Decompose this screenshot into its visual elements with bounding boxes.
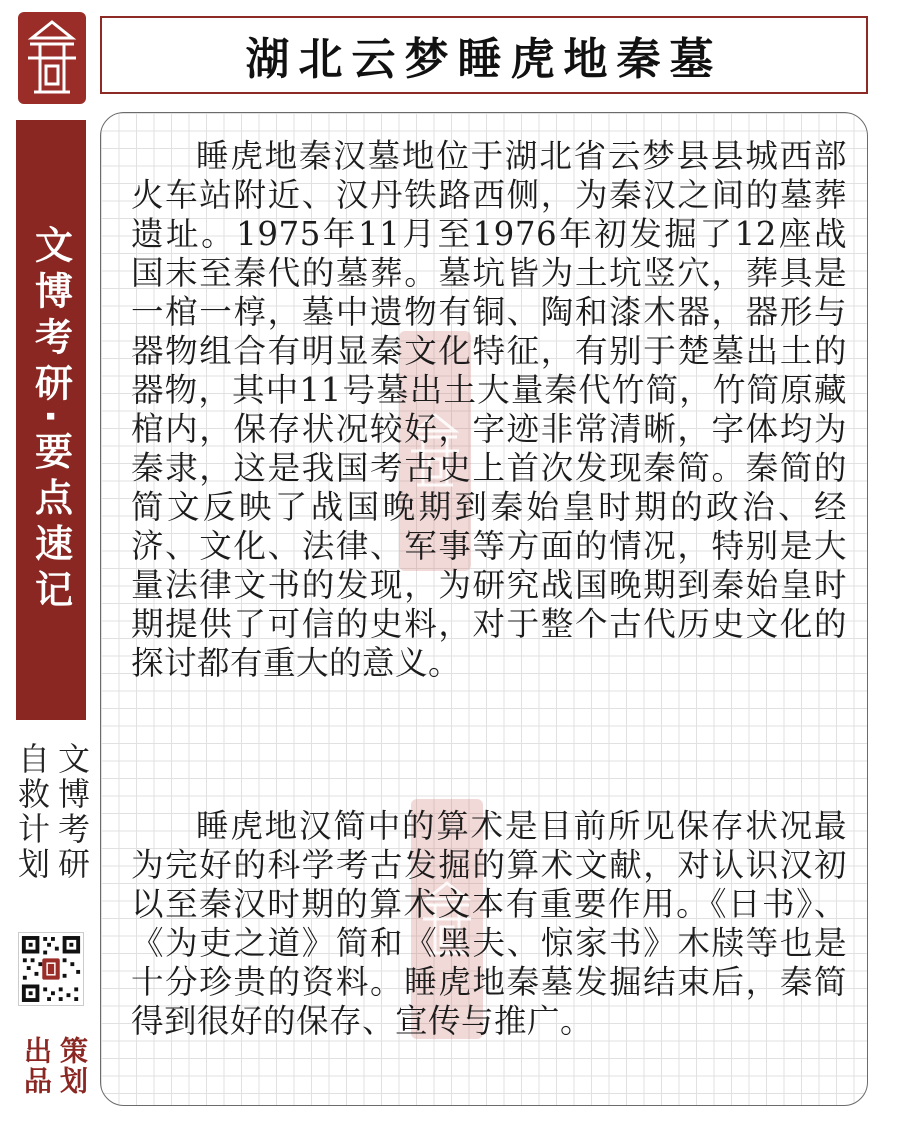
side-label-2: 自救计划	[13, 742, 51, 882]
side-labels	[14, 742, 90, 912]
paragraph-2: 睡虎地汉简中的算术是目前所见保存状况最为完好的科学考古发掘的算术文献，对认识汉初以至秦汉时期的算术文本有重要作用。《日书》、《为吏之道》简和《黑夫、惊家书》木牍等也是十分珍贵的资料。睡虎地秦墓发掘结束后，秦简得到很好的保存、宣传与推广。	[131, 807, 847, 1040]
side-banner	[16, 120, 86, 720]
paragraph-1: 睡虎地秦汉墓地位于湖北省云梦县县城西部火车站附近、汉丹铁路西侧，为秦汉之间的墓葬遗址。1975年11月至1976年初发掘了12座战国末至秦代的墓葬。墓坑皆为土坑竖穴，葬具是一棺一椁，墓中遗物有铜、陶和漆木器，器形与器物组合有明显秦文化特征，有别于楚墓出土的器物，其中11号墓出土大量秦代竹简，竹简原藏棺内，保存状况较好，字迹非常清晰，字体均为秦隶，这是我国考古史上首次发现秦简。秦简的简文反映了战国晚期到秦始皇时期的政治、经济、文化、法律、军事等方面的情况，特别是大量法律文书的发现，为研究战国晚期到秦始皇时期提供了可信的史料，对于整个古代历史文化的探讨都有重大的意义。	[131, 137, 847, 682]
side-label-1: 文博考研	[53, 742, 91, 882]
page-title: 湖北云梦睡虎地秦墓	[245, 34, 723, 85]
article-panel	[100, 112, 868, 1106]
qr-code-icon	[19, 933, 83, 1005]
title-box	[100, 16, 868, 94]
seal-glyph-icon	[24, 18, 80, 98]
banner-text: 文博考研·要点速记	[28, 224, 73, 616]
credit-label	[16, 1036, 92, 1116]
qr-code[interactable]	[18, 932, 84, 1006]
seal-logo	[18, 12, 86, 104]
credit-col-2: 出品	[20, 1036, 53, 1096]
credit-col-1: 策划	[56, 1036, 89, 1096]
